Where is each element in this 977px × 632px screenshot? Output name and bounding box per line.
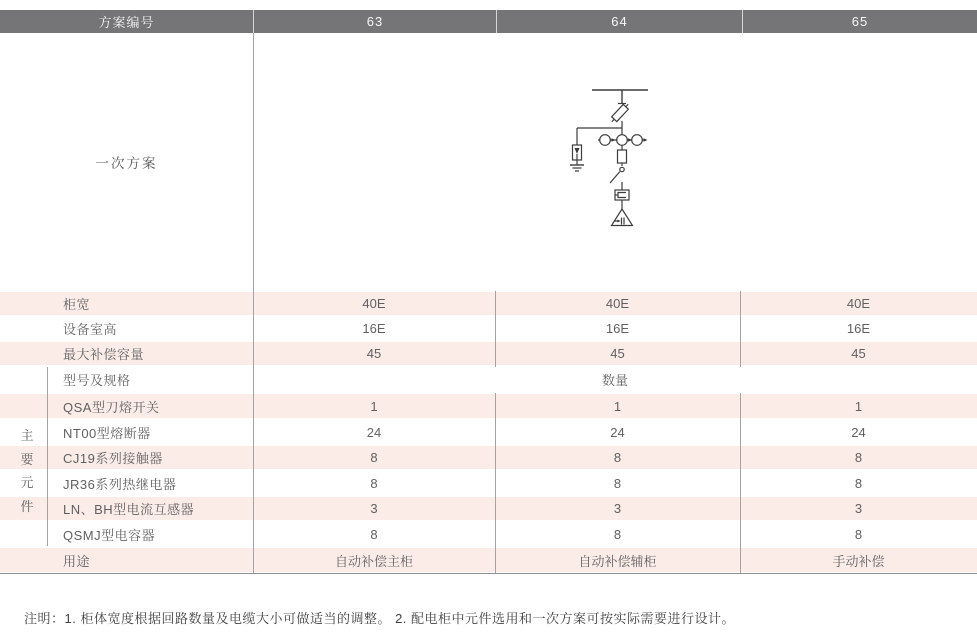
- row-value: 手动补偿: [832, 553, 885, 569]
- row-value: 1: [854, 398, 863, 414]
- row-value: 24: [851, 424, 866, 440]
- row-value: 8: [613, 526, 622, 542]
- row-value: 40E: [605, 296, 630, 311]
- row-label: NT00型熔断器: [63, 425, 151, 441]
- header-scheme-number-label: 方案编号: [98, 15, 155, 30]
- group-label-main-components: [15, 424, 39, 518]
- row-value: 8: [854, 526, 863, 542]
- row-value: 3: [613, 501, 622, 516]
- row-value: 3: [854, 501, 863, 516]
- row-value: 45: [610, 346, 625, 361]
- row-label: QSMJ型电容器: [63, 527, 156, 543]
- table-row: [0, 292, 977, 315]
- fuse-switch-icon: [609, 102, 630, 124]
- row-value: 24: [610, 424, 625, 440]
- table-row-usage: [0, 548, 977, 572]
- row-label: JR36系列热继电器: [63, 476, 177, 492]
- group-label-char: 主: [20, 428, 34, 443]
- column-divider: [740, 393, 741, 573]
- merged-quantity-cell: 数量: [601, 373, 628, 388]
- table-row: [0, 342, 977, 365]
- header-scheme-65: 65: [742, 10, 977, 33]
- row-value: 8: [613, 450, 622, 465]
- contactor-icon: [615, 190, 629, 210]
- row-value: 40E: [362, 296, 386, 311]
- table-bottom-border: [0, 573, 977, 574]
- row-label: 用途: [63, 553, 91, 569]
- column-divider: [740, 291, 741, 367]
- row-value: 1: [613, 398, 622, 414]
- group-label-char: 元: [20, 475, 34, 490]
- table-row: [0, 394, 977, 418]
- group-label-char: 件: [20, 498, 34, 514]
- table-row: [0, 471, 977, 495]
- row-value: 自动补偿主柜: [334, 553, 413, 569]
- row-value: 8: [854, 450, 863, 465]
- primary-scheme-label: 一次方案: [95, 155, 158, 171]
- header-scheme-63: 63: [253, 10, 496, 33]
- row-value: 45: [851, 346, 866, 361]
- row-label: 最大补偿容量: [63, 347, 145, 362]
- busbar-icon: [592, 90, 648, 104]
- table-row-quantity-header: [0, 367, 977, 392]
- group-spacer: [0, 394, 47, 418]
- row-value: 1: [370, 398, 378, 414]
- column-divider: [495, 393, 496, 573]
- column-divider: [495, 291, 496, 367]
- row-label: QSA型刀熔开关: [63, 399, 160, 415]
- row-value: 45: [366, 346, 382, 361]
- table-row: [0, 420, 977, 444]
- surge-arrester-icon: [570, 128, 622, 171]
- row-value: 8: [370, 475, 378, 491]
- row-label: 型号及规格: [63, 373, 131, 388]
- row-value: 16E: [362, 321, 386, 336]
- row-value: 40E: [846, 296, 871, 311]
- primary-scheme-diagram: [556, 78, 688, 236]
- row-value: 8: [854, 475, 863, 491]
- row-value: 8: [370, 526, 378, 542]
- header-scheme-64: 64: [496, 10, 742, 33]
- column-divider: [253, 33, 254, 573]
- fuse-icon: [618, 150, 627, 163]
- row-value: 自动补偿辅柜: [578, 553, 657, 569]
- table-row: [0, 522, 977, 546]
- current-transformer-icons: [598, 135, 648, 146]
- row-label: 设备室高: [63, 322, 118, 337]
- group-spacer: [0, 522, 47, 546]
- row-label: CJ19系列接触器: [63, 451, 163, 466]
- table-row: [0, 446, 977, 469]
- table-header-row: [0, 10, 977, 33]
- group-label-char: 要: [20, 451, 34, 467]
- capacitor-delta-icon: [612, 209, 633, 226]
- footnote: 注明：1. 柜体宽度根据回路数量及电缆大小可做适当的调整。 2. 配电柜中元件选用和一次方案可按实际需要进行设计。: [24, 611, 736, 626]
- row-value: 24: [366, 424, 382, 440]
- group-spacer: [0, 367, 47, 392]
- table-row: [0, 317, 977, 340]
- row-label: 柜宽: [63, 297, 91, 312]
- row-label: LN、BH型电流互感器: [63, 502, 195, 517]
- row-value: 16E: [846, 321, 871, 336]
- row-value: 3: [370, 501, 378, 516]
- row-value: 8: [370, 450, 378, 465]
- row-value: 16E: [605, 321, 630, 336]
- table-row: [0, 497, 977, 520]
- switch-contact-icon: [610, 167, 624, 190]
- row-value: 8: [613, 475, 622, 491]
- group-divider: [47, 367, 48, 546]
